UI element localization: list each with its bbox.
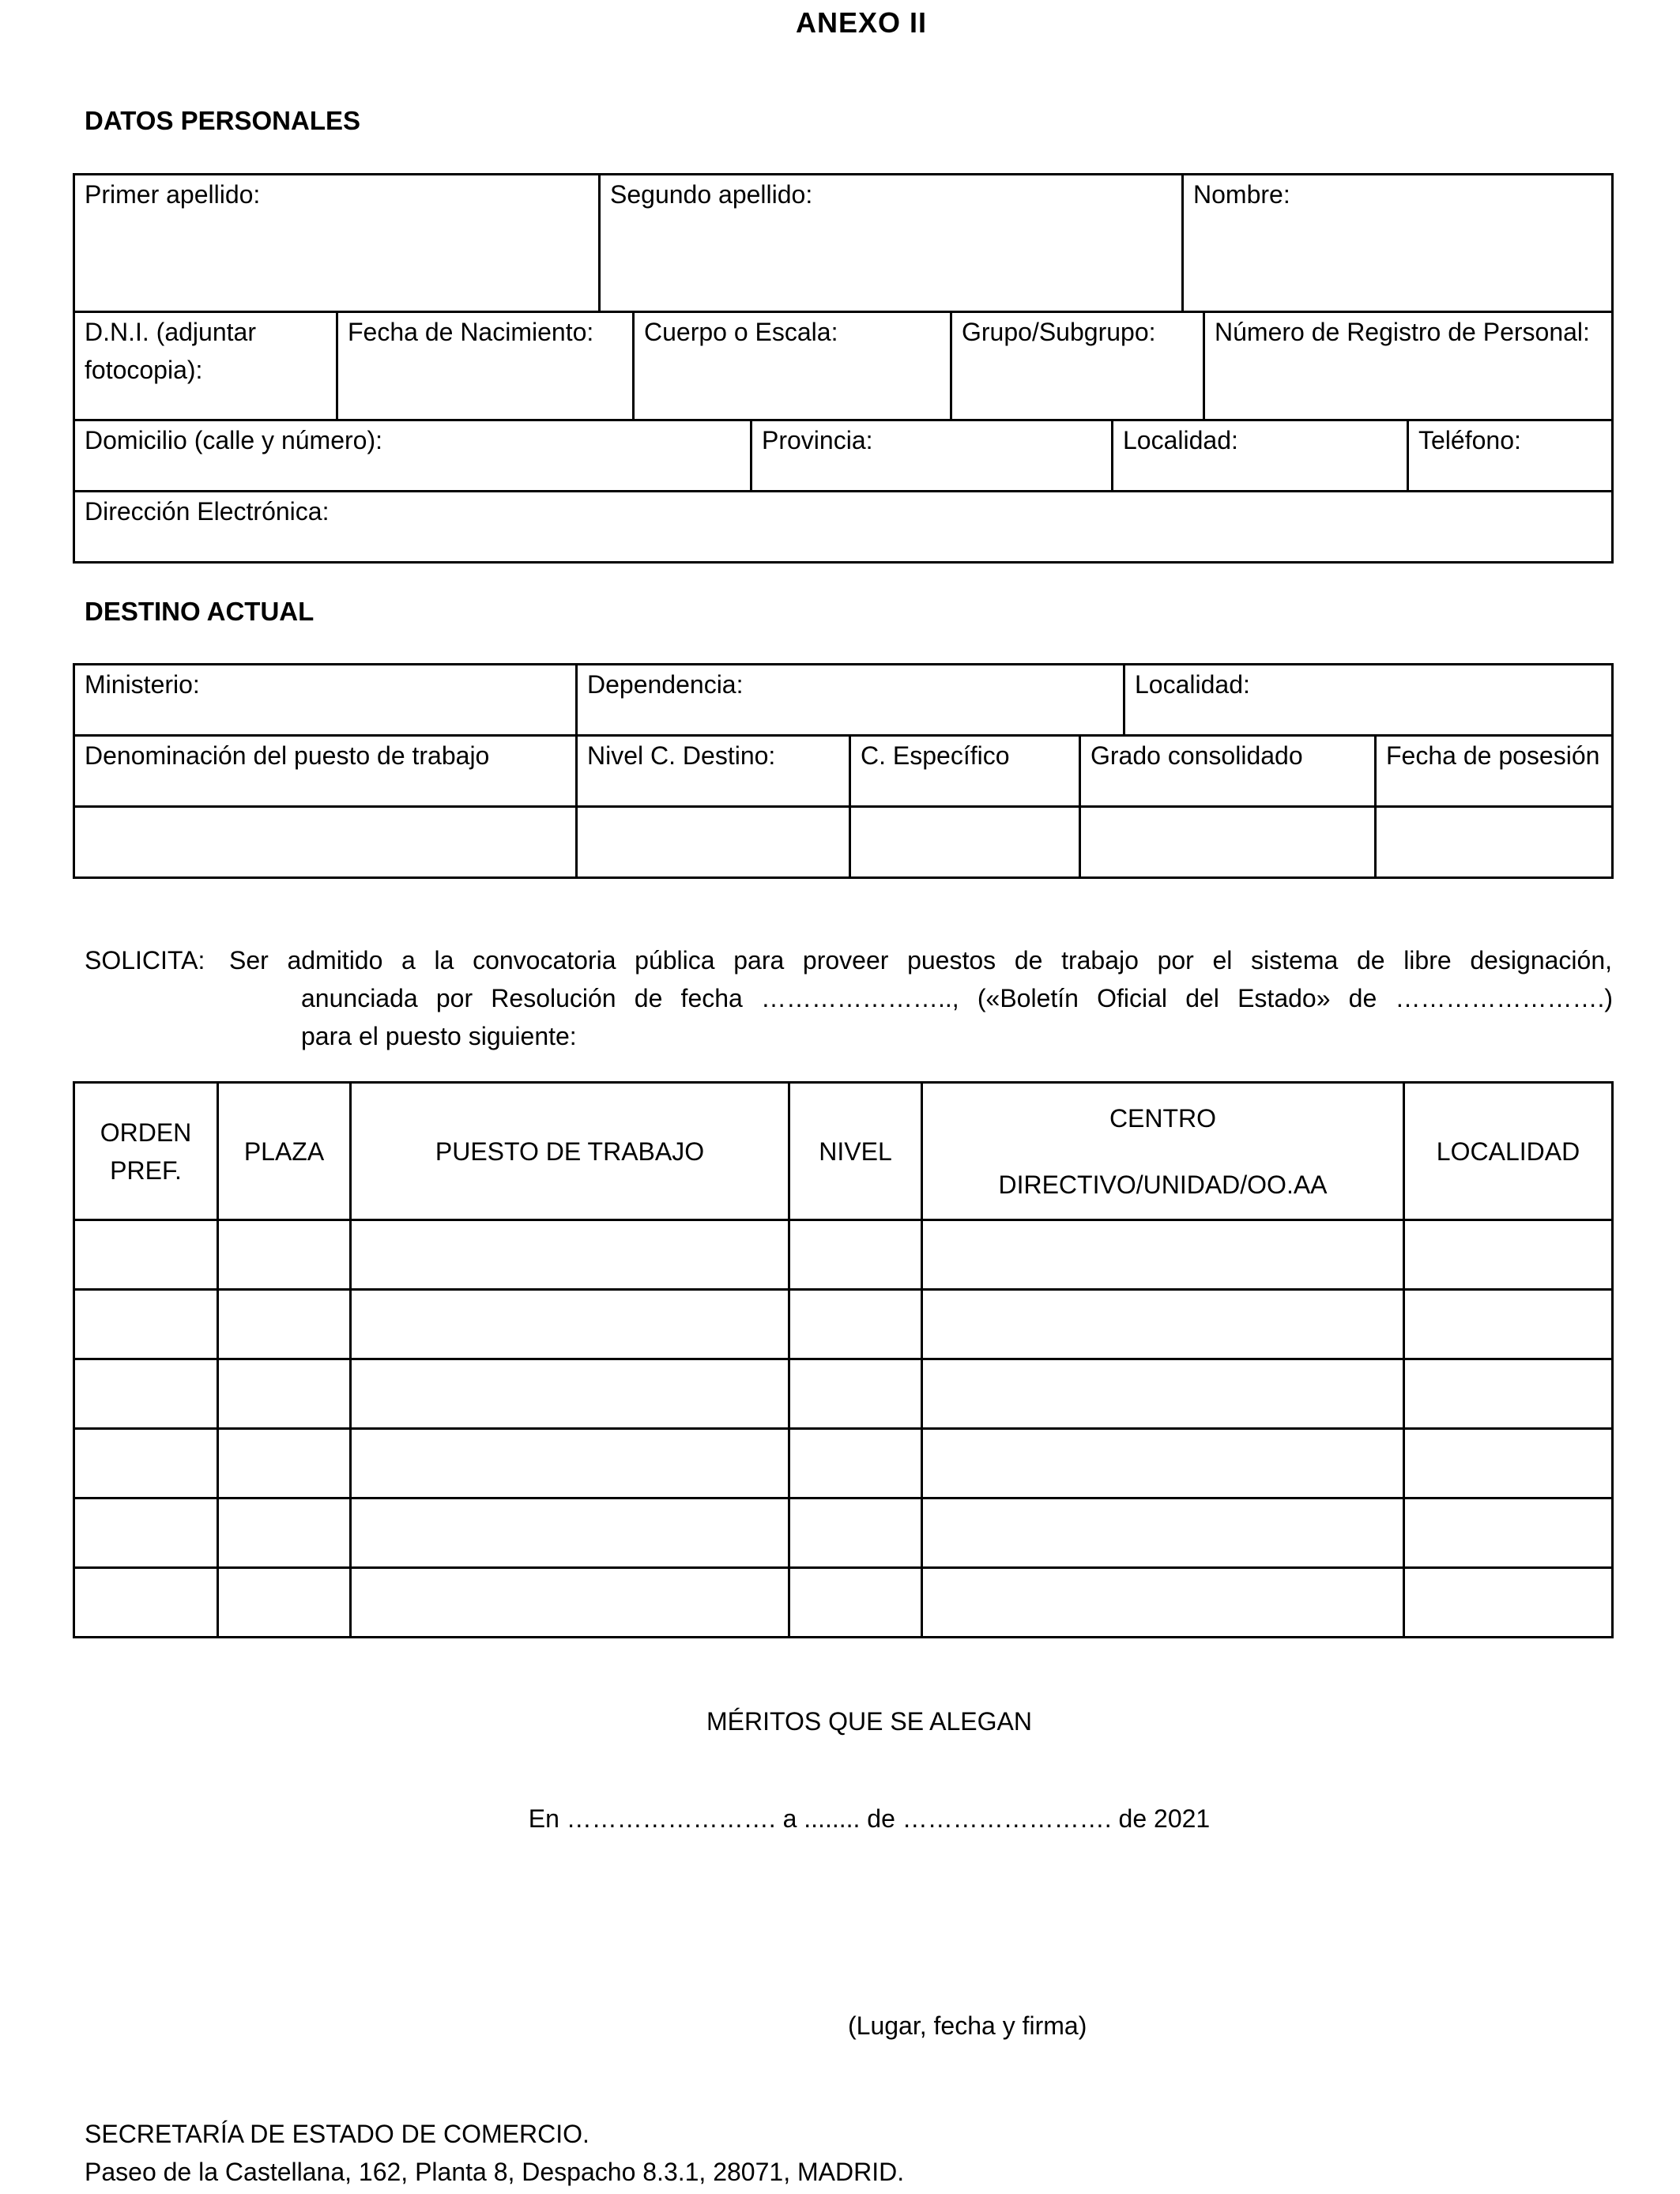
field-cuerpo-escala[interactable]: Cuerpo o Escala: bbox=[634, 312, 951, 420]
cell[interactable] bbox=[218, 1220, 351, 1290]
field-telefono[interactable]: Teléfono: bbox=[1408, 420, 1613, 492]
input-grado-consolidado[interactable] bbox=[1080, 807, 1376, 878]
table-row bbox=[74, 1429, 1613, 1498]
solicita-line-1: Ser admitido a la convocatoria pública para proveer puestos de trabajo por el sistema de libre designación, bbox=[229, 946, 1612, 974]
cell[interactable] bbox=[74, 1359, 218, 1429]
header-nivel: NIVEL bbox=[789, 1083, 922, 1220]
field-domicilio[interactable]: Domicilio (calle y número): bbox=[74, 420, 751, 492]
field-grupo-subgrupo[interactable]: Grupo/Subgrupo: bbox=[951, 312, 1204, 420]
signature-label: (Lugar, fecha y firma) bbox=[848, 2011, 1087, 2040]
cell[interactable] bbox=[922, 1220, 1404, 1290]
cell[interactable] bbox=[1404, 1290, 1613, 1359]
cell[interactable] bbox=[789, 1290, 922, 1359]
cell[interactable] bbox=[1404, 1429, 1613, 1498]
section-heading-destino: DESTINO ACTUAL bbox=[85, 597, 315, 626]
field-primer-apellido[interactable]: Primer apellido: bbox=[74, 175, 600, 312]
personal-data-form bbox=[73, 173, 1614, 564]
cell[interactable] bbox=[789, 1359, 922, 1429]
footer-line-2: Paseo de la Castellana, 162, Planta 8, Despacho 8.3.1, 28071, MADRID. bbox=[85, 2158, 905, 2186]
cell[interactable] bbox=[1404, 1498, 1613, 1568]
footer-line-1: SECRETARÍA DE ESTADO DE COMERCIO. bbox=[85, 2120, 590, 2148]
solicita-line-2: anunciada por Resolución de fecha ………………….., («Boletín Oficial del Estado» de …………………….) bbox=[301, 984, 1613, 1012]
solicita-label: SOLICITA: bbox=[85, 946, 205, 974]
cell[interactable] bbox=[218, 1290, 351, 1359]
field-segundo-apellido[interactable]: Segundo apellido: bbox=[600, 175, 1183, 312]
cell[interactable] bbox=[922, 1429, 1404, 1498]
cell[interactable] bbox=[74, 1568, 218, 1638]
destino-row-2 bbox=[73, 734, 1614, 879]
personal-row-2 bbox=[73, 311, 1614, 421]
personal-row-1 bbox=[73, 173, 1614, 313]
header-plaza: PLAZA bbox=[218, 1083, 351, 1220]
field-fecha-nacimiento[interactable]: Fecha de Nacimiento: bbox=[337, 312, 634, 420]
destino-form bbox=[73, 663, 1614, 879]
meritos-heading: MÉRITOS QUE SE ALEGAN bbox=[706, 1707, 1032, 1736]
table-row bbox=[74, 1359, 1613, 1429]
table-row bbox=[74, 1290, 1613, 1359]
cell[interactable] bbox=[351, 1498, 789, 1568]
label-denominacion-puesto: Denominación del puesto de trabajo bbox=[74, 736, 577, 807]
cell[interactable] bbox=[351, 1290, 789, 1359]
cell[interactable] bbox=[351, 1429, 789, 1498]
puestos-table bbox=[73, 1081, 1614, 1638]
header-puesto-trabajo: PUESTO DE TRABAJO bbox=[351, 1083, 789, 1220]
solicita-line-3: para el puesto siguiente: bbox=[301, 1022, 577, 1050]
table-row bbox=[74, 1568, 1613, 1638]
field-dni[interactable]: D.N.I. (adjuntar fotocopia): bbox=[74, 312, 337, 420]
cell[interactable] bbox=[789, 1498, 922, 1568]
cell[interactable] bbox=[218, 1429, 351, 1498]
cell[interactable] bbox=[789, 1429, 922, 1498]
cell[interactable] bbox=[74, 1498, 218, 1568]
header-orden-pref: ORDEN PREF. bbox=[74, 1083, 218, 1220]
field-provincia[interactable]: Provincia: bbox=[751, 420, 1113, 492]
section-heading-personal: DATOS PERSONALES bbox=[85, 106, 360, 135]
field-ministerio[interactable]: Ministerio: bbox=[74, 665, 577, 736]
cell[interactable] bbox=[922, 1359, 1404, 1429]
cell[interactable] bbox=[1404, 1359, 1613, 1429]
input-c-especifico[interactable] bbox=[850, 807, 1080, 878]
field-dependencia[interactable]: Dependencia: bbox=[577, 665, 1124, 736]
cell[interactable] bbox=[74, 1290, 218, 1359]
cell[interactable] bbox=[1404, 1568, 1613, 1638]
cell[interactable] bbox=[1404, 1220, 1613, 1290]
cell[interactable] bbox=[74, 1429, 218, 1498]
header-centro-directivo: CENTRO DIRECTIVO/UNIDAD/OO.AA bbox=[922, 1083, 1404, 1220]
input-nivel-destino[interactable] bbox=[577, 807, 850, 878]
date-line: En ……………………. a ........ de ……………………. de 2021 bbox=[528, 1804, 1211, 1833]
cell[interactable] bbox=[351, 1568, 789, 1638]
document-title: ANEXO II bbox=[795, 6, 928, 39]
label-c-especifico: C. Específico bbox=[850, 736, 1080, 807]
cell[interactable] bbox=[218, 1359, 351, 1429]
cell[interactable] bbox=[789, 1220, 922, 1290]
cell[interactable] bbox=[922, 1568, 1404, 1638]
cell[interactable] bbox=[218, 1498, 351, 1568]
header-localidad: LOCALIDAD bbox=[1404, 1083, 1613, 1220]
input-denominacion-puesto[interactable] bbox=[74, 807, 577, 878]
cell[interactable] bbox=[789, 1568, 922, 1638]
label-grado-consolidado: Grado consolidado bbox=[1080, 736, 1376, 807]
cell[interactable] bbox=[351, 1220, 789, 1290]
destino-row-1 bbox=[73, 663, 1614, 737]
input-fecha-posesion[interactable] bbox=[1376, 807, 1613, 878]
table-row bbox=[74, 1498, 1613, 1568]
personal-row-3 bbox=[73, 419, 1614, 492]
cell[interactable] bbox=[922, 1498, 1404, 1568]
cell[interactable] bbox=[74, 1220, 218, 1290]
label-nivel-destino: Nivel C. Destino: bbox=[577, 736, 850, 807]
cell[interactable] bbox=[218, 1568, 351, 1638]
field-nombre[interactable]: Nombre: bbox=[1183, 175, 1613, 312]
field-localidad[interactable]: Localidad: bbox=[1113, 420, 1408, 492]
puestos-table-header bbox=[74, 1083, 1613, 1220]
field-destino-localidad[interactable]: Localidad: bbox=[1124, 665, 1613, 736]
personal-row-4 bbox=[73, 490, 1614, 564]
table-row bbox=[74, 1220, 1613, 1290]
label-fecha-posesion: Fecha de posesión bbox=[1376, 736, 1613, 807]
field-direccion-electronica[interactable]: Dirección Electrónica: bbox=[74, 492, 1613, 563]
cell[interactable] bbox=[922, 1290, 1404, 1359]
cell[interactable] bbox=[351, 1359, 789, 1429]
field-numero-registro[interactable]: Número de Registro de Personal: bbox=[1204, 312, 1613, 420]
